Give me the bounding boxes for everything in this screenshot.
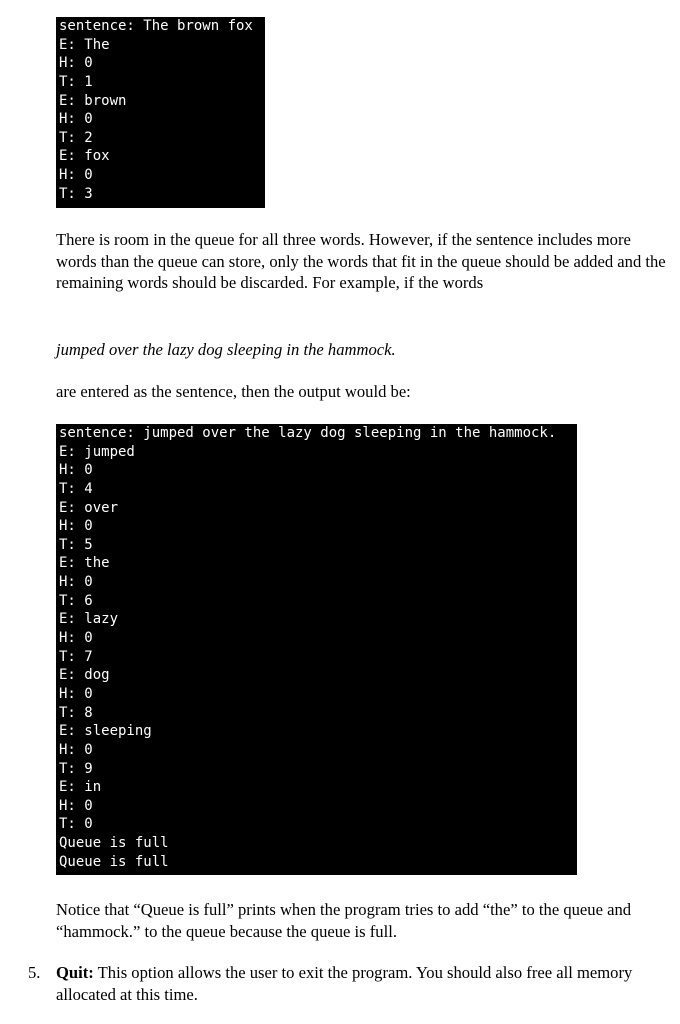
console-line: H: 0	[59, 167, 93, 184]
list-item-body	[56, 962, 668, 1005]
console-line: T: 6	[59, 592, 93, 609]
console-line: T: 2	[59, 129, 93, 146]
console-line: E: the	[59, 555, 110, 572]
console-line: E: in	[59, 779, 102, 796]
console-line: E: over	[59, 499, 119, 516]
example-sentence: jumped over the lazy dog sleeping in the hammock.	[56, 340, 396, 359]
console-line: E: lazy	[59, 611, 119, 628]
console-line: H: 0	[59, 741, 93, 758]
console-line: H: 0	[59, 685, 93, 702]
console-line: T: 5	[59, 536, 93, 553]
list-item-quit	[28, 962, 668, 1005]
list-item-keyword: Quit:	[56, 963, 94, 982]
console-line: T: 1	[59, 73, 93, 90]
list-item-number: 5.	[28, 963, 41, 982]
console-line: H: 0	[59, 111, 93, 128]
notice-paragraph: Notice that “Queue is full” prints when the program tries to add “the” to the queue and “hammock.” to the queue because the queue is full.	[56, 900, 632, 941]
console-line: sentence: The brown fox	[59, 18, 253, 34]
console-line: H: 0	[59, 630, 93, 647]
console-line: Queue is full	[59, 853, 169, 870]
console-line: H: 0	[59, 797, 93, 814]
console-line: T: 7	[59, 648, 93, 665]
console-line: E: fox	[59, 148, 110, 165]
console-line: E: jumped	[59, 443, 135, 460]
output-intro-paragraph: are entered as the sentence, then the output would be:	[56, 382, 411, 401]
console-line: H: 0	[59, 462, 93, 479]
console-output-example-1	[56, 17, 265, 208]
console-line: T: 0	[59, 816, 93, 833]
console-output-example-2	[56, 424, 577, 875]
console-line: sentence: jumped over the lazy dog sleeping in the hammock.	[59, 425, 557, 441]
console-line: Queue is full	[59, 835, 169, 852]
console-line: T: 8	[59, 704, 93, 721]
explanation-paragraph: There is room in the queue for all three words. However, if the sentence includes more words than the queue can store, only the words that fit in the queue should be added and the remaining words should be discarded. For example, if the words	[56, 230, 666, 292]
console-line: T: 9	[59, 760, 93, 777]
console-line: T: 4	[59, 480, 93, 497]
console-line: H: 0	[59, 518, 93, 535]
console-line: H: 0	[59, 55, 93, 72]
console-line: E: sleeping	[59, 723, 152, 740]
console-line: T: 3	[59, 185, 93, 202]
console-line: E: The	[59, 36, 110, 53]
list-item-text: This option allows the user to exit the program. You should also free all memory allocated at this time.	[56, 963, 633, 1004]
console-line: E: dog	[59, 667, 110, 684]
console-line: H: 0	[59, 574, 93, 591]
console-line: E: brown	[59, 92, 127, 109]
